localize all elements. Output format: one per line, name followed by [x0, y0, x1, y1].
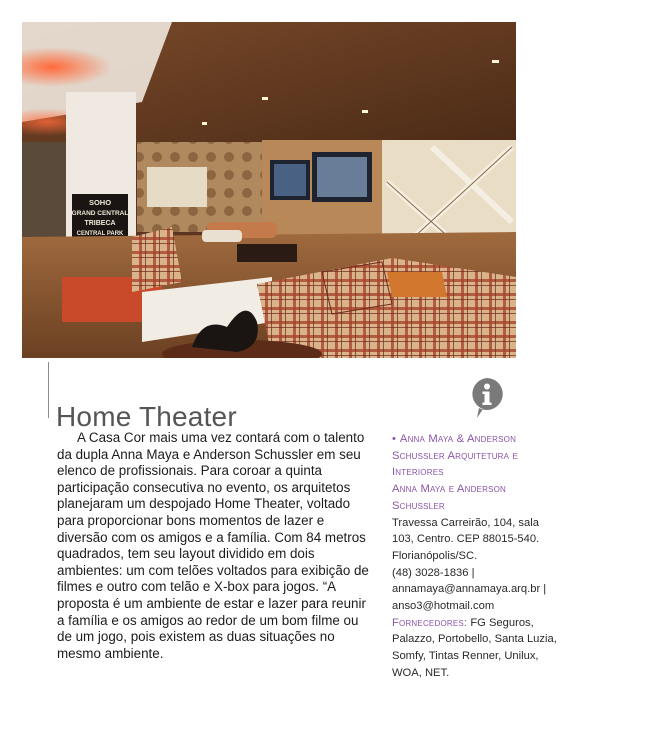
- sign-line-3: TRIBECA: [84, 220, 116, 227]
- info-speech-icon: [469, 376, 505, 420]
- sign-line-4: CENTRAL PARK: [76, 231, 124, 237]
- title-divider: [48, 362, 49, 418]
- sign-line-1: SOHO: [88, 198, 112, 207]
- bullet: •: [392, 433, 396, 445]
- address: Travessa Carreirão, 104, sala 103, Centro. CEP 88015-540. Florianópolis/SC.: [392, 516, 540, 562]
- credits-sidebar: [392, 431, 562, 682]
- room-illustration: [22, 22, 516, 358]
- firm-line: [392, 431, 562, 481]
- suppliers-list: FG Seguros, Palazzo, Portobello, Santa Luzia, Somfy, Tintas Renner, Unilux, WOA, NET.: [392, 616, 557, 679]
- architects-names: Anna Maya e Anderson Schussler: [392, 483, 507, 512]
- home-theater-photo: [22, 22, 516, 358]
- suppliers-label: Fornecedores:: [392, 616, 468, 629]
- article-body: [57, 430, 372, 662]
- contact: (48) 3028-1836 | annamaya@annamaya.arq.br | anso3@hotmail.com: [392, 566, 547, 613]
- sign-line-2: GRAND CENTRAL: [71, 210, 129, 217]
- suppliers-line: [392, 615, 562, 682]
- page-title: Home Theater: [56, 400, 237, 432]
- article-paragraph: A Casa Cor mais uma vez contará com o talento da dupla Anna Maya e Anderson Schussler em seu elenco de profissionais. Para coroar a quinta participação consecutiva no evento, os arquitetos planejaram um despojado Home Theater, voltado para proporcionar bons momentos de lazer e diversão com os amigos e a família. Com 84 metros quadrados, tem seu layout dividido em dois ambientes: um com telões voltados para exibição de filmes e outro com telão e X-box para jogos. “A proposta é um ambiente de estar e lazer para reunir a família e os amigos ao redor de um bom filme ou de um jogo, pois existem as duas situações no mesmo ambiente.: [57, 430, 369, 661]
- firm-name: Anna Maya & Anderson Schussler Arquitetura e Interiores: [392, 433, 519, 479]
